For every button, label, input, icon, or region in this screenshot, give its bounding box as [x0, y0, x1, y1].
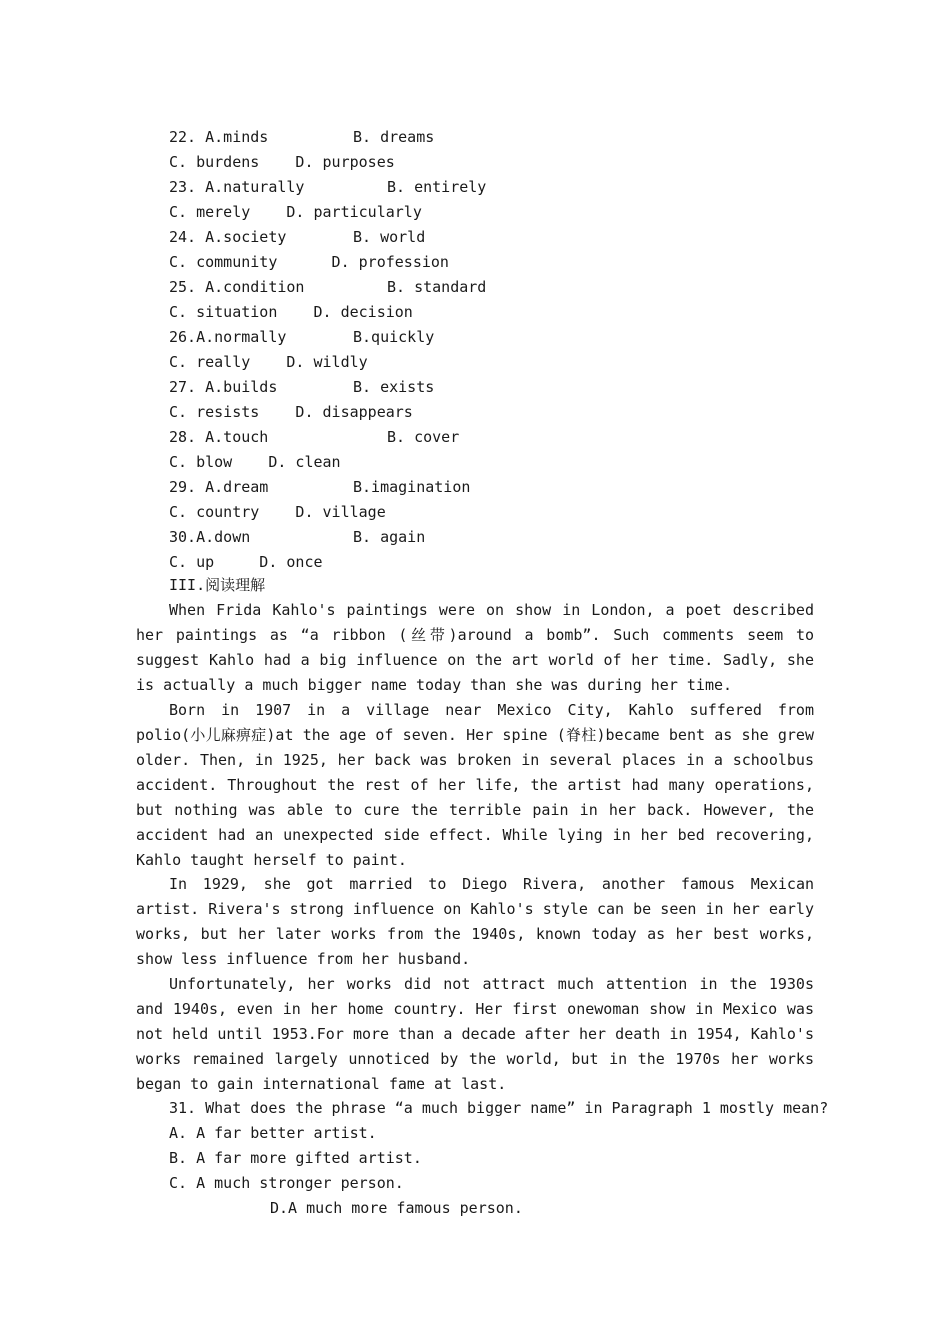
- q28-num-a: 28. A.touch: [169, 428, 269, 446]
- q24-num-a: 24. A.society: [169, 228, 287, 246]
- q28-option-b: B. cover: [387, 428, 460, 446]
- q27-option-b: B. exists: [353, 378, 435, 396]
- q30-option-b: B. again: [353, 528, 426, 546]
- question-31-option-a: A. A far better artist.: [169, 1124, 377, 1142]
- question-31-option-d: D.A much more famous person.: [270, 1199, 523, 1217]
- q23-option-b: B. entirely: [387, 178, 487, 196]
- q27-num-a: 27. A.builds: [169, 378, 278, 396]
- q29-num-a: 29. A.dream: [169, 478, 269, 496]
- q22-num-a: 22. A.minds: [169, 128, 269, 146]
- q22-options-cd: C. burdens D. purposes: [169, 153, 395, 171]
- q30-options-cd: C. up D. once: [169, 553, 323, 571]
- passage-paragraph-3: In 1929, she got married to Diego Rivera, another famous Mexican artist. Rivera's strong influence on Kahlo's style can be seen in her early works, but her later works from the 1940s, known today as her best works, show less influence from her husband.: [136, 875, 814, 968]
- q25-option-b: B. standard: [387, 278, 487, 296]
- question-31-stem: 31. What does the phrase “a much bigger name” in Paragraph 1 mostly mean?: [169, 1099, 829, 1117]
- q26-num-a: 26.A.normally: [169, 328, 287, 346]
- question-31-option-c: C. A much stronger person.: [169, 1174, 404, 1192]
- q26-options-cd: C. really D. wildly: [169, 353, 368, 371]
- q23-num-a: 23. A.naturally: [169, 178, 305, 196]
- passage-paragraph-4: Unfortunately, her works did not attract much attention in the 1930s and 1940s, even in her home country. Her first onewoman show in Mexico was not held until 1953.For more than a decade after her death in 1954, Kahlo's works remained largely unnoticed by the world, but in the 1970s her works began to gain international fame at last.: [136, 975, 814, 1093]
- q24-option-b: B. world: [353, 228, 426, 246]
- q24-options-cd: C. community D. profession: [169, 253, 449, 271]
- q22-option-b: B. dreams: [353, 128, 435, 146]
- q30-num-a: 30.A.down: [169, 528, 251, 546]
- question-31-option-b: B. A far more gifted artist.: [169, 1149, 422, 1167]
- q29-options-cd: C. country D. village: [169, 503, 386, 521]
- q29-option-b: B.imagination: [353, 478, 471, 496]
- passage-paragraph-1: When Frida Kahlo's paintings were on show in London, a poet described her paintings as “a ribbon (丝带)around a bomb”. Such comments seem to suggest Kahlo had a big influence on the art world of her time. Sadly, she is actually a much bigger name today than she was during her time.: [136, 601, 814, 694]
- q27-options-cd: C. resists D. disappears: [169, 403, 413, 421]
- q25-options-cd: C. situation D. decision: [169, 303, 413, 321]
- q23-options-cd: C. merely D. particularly: [169, 203, 422, 221]
- q28-options-cd: C. blow D. clean: [169, 453, 341, 471]
- q25-num-a: 25. A.condition: [169, 278, 305, 296]
- q26-option-b: B.quickly: [353, 328, 435, 346]
- passage-paragraph-2: Born in 1907 in a village near Mexico City, Kahlo suffered from polio(小儿麻痹症)at the age of seven. Her spine (脊柱)became bent as she grew older. Then, in 1925, her back was broken in several places in a schoolbus accident. Throughout the rest of her life, the artist had many operations, but nothing was able to cure the terrible pain in her back. However, the accident had an unexpected side effect. While lying in her bed recovering, Kahlo taught herself to paint.: [136, 701, 814, 869]
- section-heading: III.阅读理解: [169, 576, 266, 594]
